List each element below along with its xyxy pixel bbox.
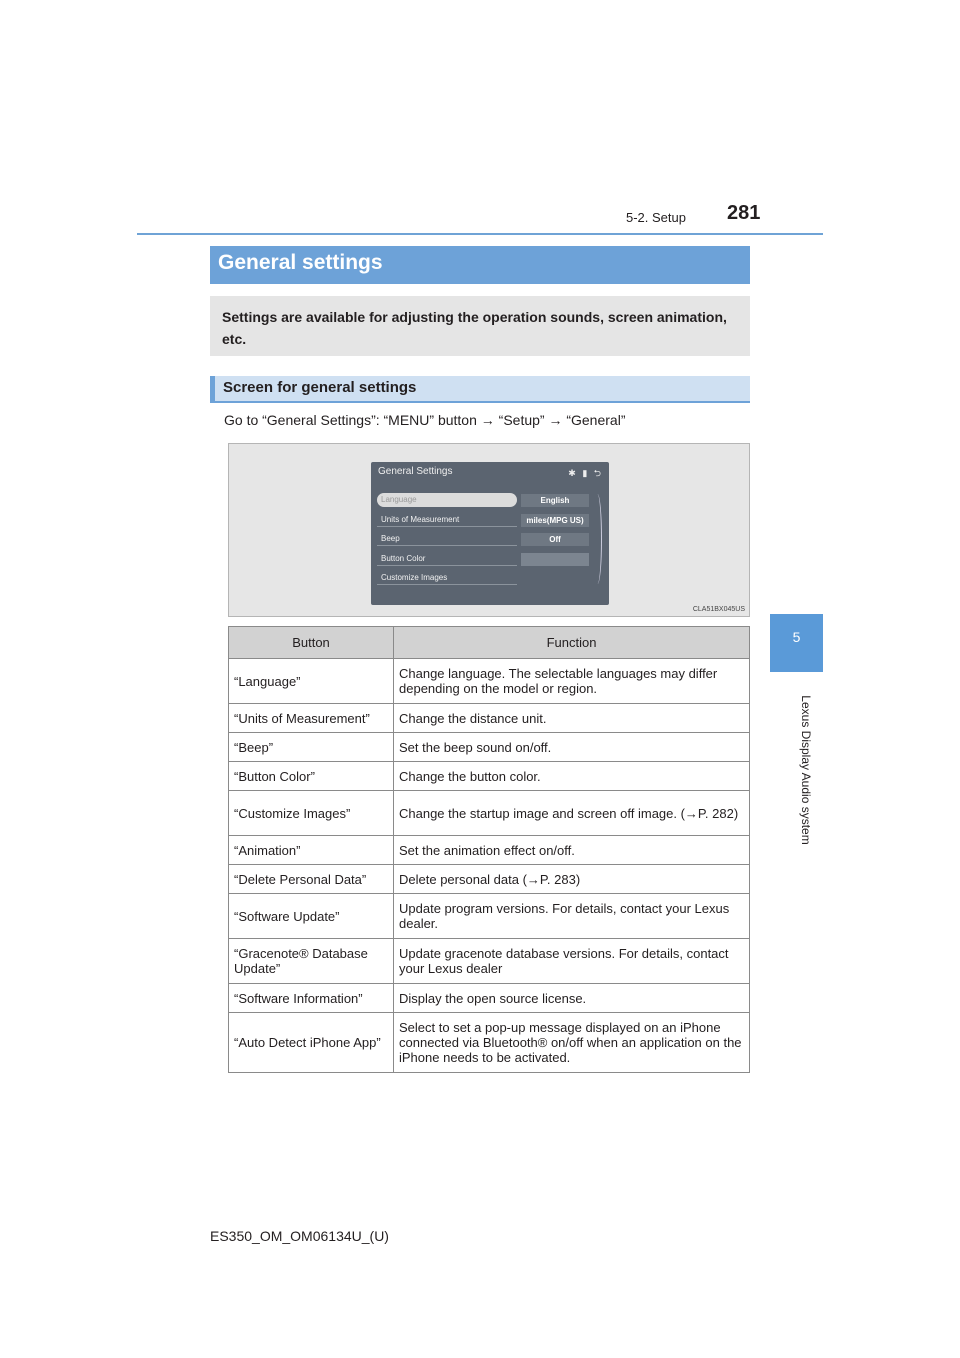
function-cell: Set the beep sound on/off.: [394, 733, 750, 762]
screen-row-button-color: Button Color: [377, 552, 517, 566]
function-table: [228, 626, 750, 1073]
page-number: 281: [727, 202, 761, 224]
page-title-bar: [210, 246, 750, 284]
table-row: [229, 939, 750, 984]
chapter-tab: 5: [770, 614, 823, 672]
button-cell: “Button Color”: [229, 762, 394, 791]
button-cell: “Software Update”: [229, 894, 394, 939]
button-cell: “Delete Personal Data”: [229, 865, 394, 894]
function-cell: Change the startup image and screen off image. (→P. 282): [394, 791, 750, 836]
function-cell: Set the animation effect on/off.: [394, 836, 750, 865]
button-cell: “Animation”: [229, 836, 394, 865]
function-cell: Delete personal data (→P. 283): [394, 865, 750, 894]
function-cell: Update gracenote database versions. For details, contact your Lexus dealer: [394, 939, 750, 984]
function-cell: Change the button color.: [394, 762, 750, 791]
subsection-bar: [210, 376, 750, 403]
table-row: [229, 865, 750, 894]
header-rule: [137, 233, 823, 235]
function-cell: Update program versions. For details, contact your Lexus dealer.: [394, 894, 750, 939]
table-row: [229, 894, 750, 939]
intro-box: [210, 296, 750, 356]
button-cell: “Gracenote® Database Update”: [229, 939, 394, 984]
button-cell: “Customize Images”: [229, 791, 394, 836]
subsection-title: Screen for general settings: [223, 379, 417, 396]
function-cell: Change the distance unit.: [394, 704, 750, 733]
intro-text: Settings are available for adjusting the operation sounds, screen animation, etc.: [222, 309, 727, 347]
section-title: 5-2. Setup: [626, 210, 686, 225]
screen-value-language: English: [521, 494, 589, 507]
table-header-row: [229, 627, 750, 659]
function-cell: Select to set a pop-up message displayed on an iPhone connected via Bluetooth® on/off when an application on the iPhone needs to be activated.: [394, 1013, 750, 1073]
table-row: [229, 762, 750, 791]
scroll-arc: [593, 494, 602, 584]
screen-row-beep: Beep: [377, 532, 517, 546]
button-cell: “Units of Measurement”: [229, 704, 394, 733]
image-code: CLA51BX045US: [692, 606, 745, 613]
table-row: [229, 791, 750, 836]
function-cell: Change language. The selectable languages may differ depending on the model or region.: [394, 659, 750, 704]
button-cell: “Beep”: [229, 733, 394, 762]
screen-title: General Settings: [378, 466, 453, 477]
chapter-label-text: Lexus Display Audio system: [799, 695, 813, 845]
display-screen: [371, 462, 609, 605]
screen-row-units: Units of Measurement: [377, 513, 517, 527]
table-row: [229, 704, 750, 733]
header-button: Button: [229, 627, 394, 659]
screen-value-units: miles(MPG US): [521, 514, 589, 527]
button-cell: “Language”: [229, 659, 394, 704]
table-row: [229, 984, 750, 1013]
screen-row-customize-images: Customize Images: [377, 571, 517, 585]
button-cell: “Auto Detect iPhone App”: [229, 1013, 394, 1073]
function-cell: Display the open source license.: [394, 984, 750, 1013]
screen-illustration: [228, 443, 750, 617]
header-function: Function: [394, 627, 750, 659]
table-row: [229, 733, 750, 762]
document-code: ES350_OM_OM06134U_(U): [210, 1228, 389, 1244]
table-row: [229, 1013, 750, 1073]
page-title: General settings: [218, 251, 383, 274]
navigation-instruction: Go to “General Settings”: “MENU” button → “Setup” → “General”: [224, 412, 626, 428]
table-row: [229, 836, 750, 865]
screen-value-beep: Off: [521, 533, 589, 546]
status-icons: ✱ ▮ ⮌: [568, 468, 603, 478]
chapter-label: [796, 680, 816, 860]
table-row: [229, 659, 750, 704]
screen-value-button-color: [521, 553, 589, 566]
screen-row-language: Language: [377, 493, 517, 507]
button-cell: “Software Information”: [229, 984, 394, 1013]
